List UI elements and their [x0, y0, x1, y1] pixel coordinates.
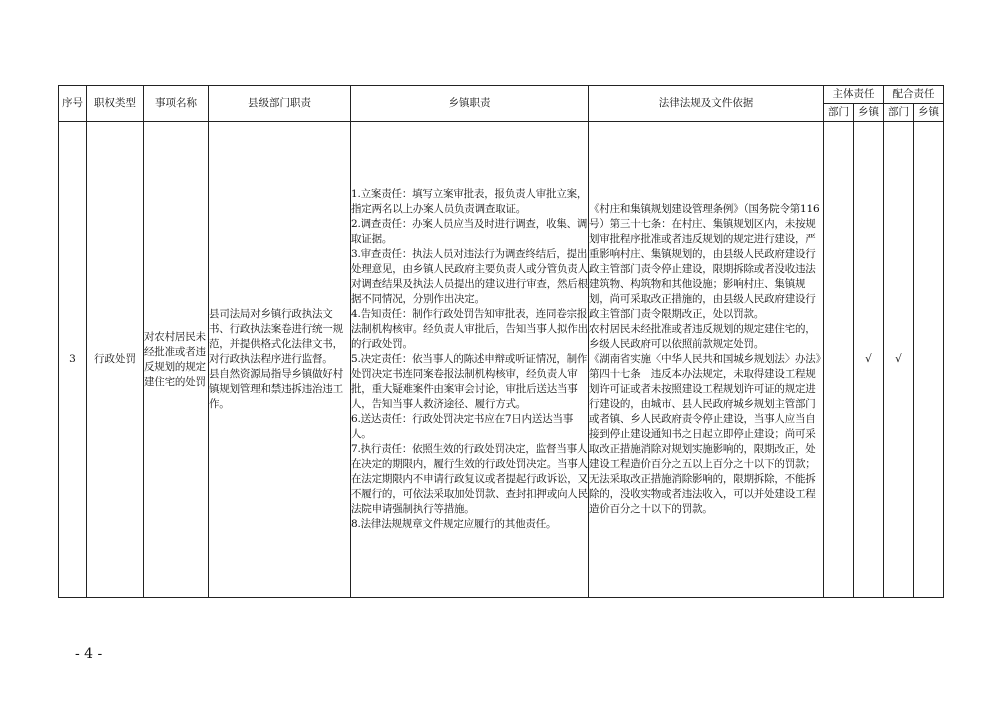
town-line: 8.法律法规规章文件规定应履行的其他责任。: [351, 518, 557, 530]
county-line: 县司法局对乡镇行政执法文书、行政执法案卷进行统一规范，并提供格式化法律文书，对行政执法程序进行监督。: [209, 308, 343, 365]
header-item: 事项名称: [144, 86, 209, 122]
law-line: 《村庄和集镇规划建设管理条例》（国务院令第116号）第三十七条：在村庄、集镇规划区内，未按规划审批程序批准或者违反规划的规定进行建设，严重影响村庄、集镇规划的，由县级人民政府建设行政主管部门责令停止建设，限期拆除或者没收违法建筑物、构筑物和其他设施；影响村庄、集镇规划，尚可采取改正措施的，由县级人民政府建设行政主管部门责令限期改正，处以罚款。: [589, 203, 820, 320]
law-line: 《湖南省实施〈中华人民共和国城乡规划法〉办法》第四十七条 违反本办法规定，未取得建设工程规划许可证或者未按照建设工程规划许可证的规定进行建设的，由城市、县人民政府城乡规划主管部门或者镇、乡人民政府责令停止建设，当事人应当自接到停止建设通知书之日起立即停止建设；尚可采取改正措施消除对规划实施影响的，限期改正，处建设工程造价百分之五以上百分之十以下的罚款；无法采取改正措施消除影响的，限期拆除，不能拆除的，没收实物或者违法收入，可以并处建设工程造价百分之十以下的罚款。: [589, 353, 821, 515]
table-row: [59, 122, 944, 598]
header-main-dept: 部门: [824, 104, 854, 122]
header-main-town: 乡镇: [854, 104, 884, 122]
responsibility-table: [58, 85, 944, 598]
header-town: 乡镇职责: [351, 86, 589, 122]
cell-coop-town: [914, 122, 944, 598]
header-main-resp: 主体责任: [824, 86, 884, 104]
town-line: 4.告知责任：制作行政处罚告知审批表，连同卷宗报法制机构核审。经负责人审批后，告知当事人拟作出的行政处罚。: [351, 308, 588, 350]
town-line: 6.送达责任：行政处罚决定书应在7日内送达当事人。: [351, 413, 574, 440]
cell-main-dept: [824, 122, 854, 598]
page-number: - 4 -: [75, 646, 103, 662]
town-line: 5.决定责任：依当事人的陈述申辩或听证情况，制作处罚决定书连同案卷报法制机构核审，经负责人审批，重大疑难案件由案审会讨论，审批后送达当事人，告知当事人救济途径、履行方式。: [351, 353, 588, 410]
cell-item: 对农村居民未经批准或者违反规划的规定建住宅的处罚: [144, 122, 209, 598]
header-type: 职权类型: [87, 86, 144, 122]
header-coop-resp: 配合责任: [884, 86, 944, 104]
header-law: 法律法规及文件依据: [589, 86, 824, 122]
town-line: 2.调查责任：办案人员应当及时进行调查，收集、调取证据。: [351, 218, 588, 245]
cell-main-town: √: [854, 122, 884, 598]
cell-county: [209, 122, 351, 598]
header-county: 县级部门职责: [209, 86, 351, 122]
header-coop-dept: 部门: [884, 104, 914, 122]
cell-seq: 3: [59, 122, 87, 598]
cell-type: 行政处罚: [87, 122, 144, 598]
header-seq: 序号: [59, 86, 87, 122]
header-coop-town: 乡镇: [914, 104, 944, 122]
county-line: 县自然资源局指导乡镇做好村镇规划管理和禁违拆违治违工作。: [209, 368, 343, 410]
town-line: 3.审查责任：执法人员对违法行为调查终结后，提出处理意见，由乡镇人民政府主要负责人或分管负责人对调查结果及执法人员提出的建议进行审查，然后根据不同情况，分别作出决定。: [351, 248, 588, 305]
town-line: 1.立案责任：填写立案审批表，报负责人审批立案，指定两名以上办案人员负责调查取证。: [351, 188, 588, 215]
cell-coop-dept: √: [884, 122, 914, 598]
town-line: 7.执行责任：依照生效的行政处罚决定，监督当事人在决定的期限内，履行生效的行政处罚决定。当事人在法定期限内不申请行政复议或者提起行政诉讼，又不履行的，可依法采取加处罚款、查封扣押或向人民法院申请强制执行等措施。: [351, 443, 588, 515]
cell-law: [589, 122, 824, 598]
cell-town: [351, 122, 589, 598]
law-line: 农村居民未经批准或者违反规划的规定建住宅的，乡级人民政府可以依照前款规定处罚。: [589, 323, 816, 350]
